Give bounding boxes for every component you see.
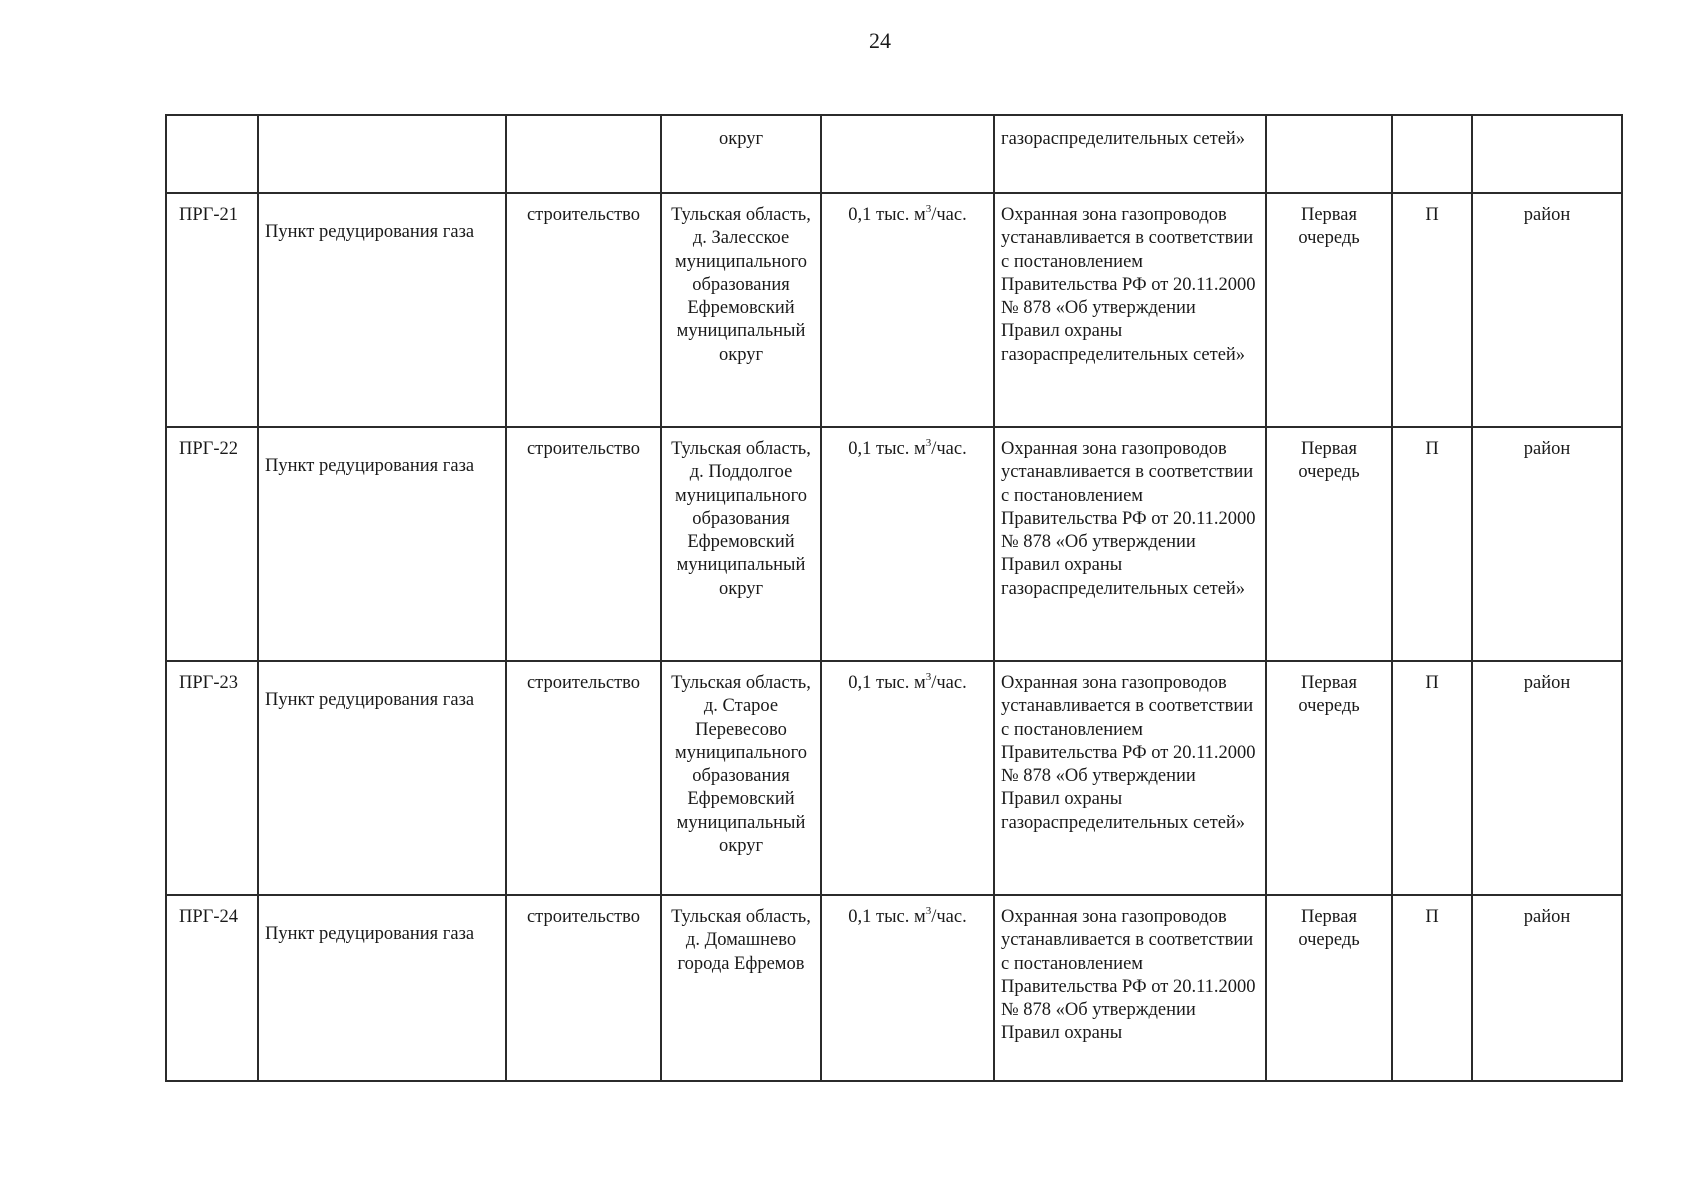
cell-stage	[1266, 115, 1392, 193]
cell-zone: Охранная зона газопроводов устанавливается в соответствии с постановлением Правительства РФ от 20.11.2000 № 878 «Об утверждении Правил охраны	[994, 895, 1266, 1081]
cell-zone: Охранная зона газопроводов устанавливается в соответствии с постановлением Правительства РФ от 20.11.2000 № 878 «Об утверждении Правил охраны газораспределительных сетей»	[994, 661, 1266, 895]
cell-code: ПРГ-22	[166, 427, 258, 661]
capacity-exponent: 3	[925, 671, 932, 683]
cell-name	[258, 661, 506, 895]
cell-name	[258, 895, 506, 1081]
cell-status: П	[1392, 193, 1472, 427]
name-text: Пункт редуцирования газа	[265, 456, 475, 476]
cell-name	[258, 427, 506, 661]
cell-status	[1392, 115, 1472, 193]
cell-location: Тульская область, д. Старое Перевесово муниципального образования Ефремовский муниципальный округ	[661, 661, 821, 895]
cell-code: ПРГ-23	[166, 661, 258, 895]
cell-code	[166, 115, 258, 193]
cell-stage: Первая очередь	[1266, 193, 1392, 427]
table-row	[166, 661, 1622, 895]
cell-type: строительство	[506, 895, 661, 1081]
capacity-unit: /час.	[931, 673, 967, 693]
cell-status: П	[1392, 427, 1472, 661]
table-row-continuation	[166, 115, 1622, 193]
cell-zone: Охранная зона газопроводов устанавливается в соответствии с постановлением Правительства РФ от 20.11.2000 № 878 «Об утверждении Правил охраны газораспределительных сетей»	[994, 427, 1266, 661]
cell-name	[258, 115, 506, 193]
cell-location: округ	[661, 115, 821, 193]
table-row	[166, 895, 1622, 1081]
cell-capacity	[821, 193, 994, 427]
capacity-unit: /час.	[931, 205, 967, 225]
cell-stage: Первая очередь	[1266, 427, 1392, 661]
page-number: 24	[869, 28, 891, 53]
table-row	[166, 427, 1622, 661]
cell-type: строительство	[506, 661, 661, 895]
cell-significance: район	[1472, 193, 1622, 427]
cell-capacity	[821, 115, 994, 193]
cell-code: ПРГ-24	[166, 895, 258, 1081]
capacity-value: 0,1 тыс. м	[848, 439, 926, 459]
table-row	[166, 193, 1622, 427]
cell-zone: Охранная зона газопроводов устанавливается в соответствии с постановлением Правительства РФ от 20.11.2000 № 878 «Об утверждении Правил охраны газораспределительных сетей»	[994, 193, 1266, 427]
capacity-exponent: 3	[925, 905, 932, 917]
cell-capacity	[821, 661, 994, 895]
cell-location: Тульская область, д. Поддолгое муниципального образования Ефремовский муниципальный округ	[661, 427, 821, 661]
cell-location: Тульская область, д. Домашнево города Ефремов	[661, 895, 821, 1081]
capacity-unit: /час.	[931, 439, 967, 459]
name-text: Пункт редуцирования газа	[265, 690, 475, 710]
name-text: Пункт редуцирования газа	[265, 924, 475, 944]
cell-capacity	[821, 427, 994, 661]
cell-status: П	[1392, 895, 1472, 1081]
cell-name	[258, 193, 506, 427]
cell-status: П	[1392, 661, 1472, 895]
cell-significance: район	[1472, 427, 1622, 661]
cell-type	[506, 115, 661, 193]
cell-significance: район	[1472, 895, 1622, 1081]
name-text: Пункт редуцирования газа	[265, 222, 475, 242]
cell-code: ПРГ-21	[166, 193, 258, 427]
capacity-value: 0,1 тыс. м	[848, 907, 926, 927]
cell-stage: Первая очередь	[1266, 661, 1392, 895]
cell-type: строительство	[506, 193, 661, 427]
cell-capacity	[821, 895, 994, 1081]
capacity-exponent: 3	[925, 437, 932, 449]
capacity-exponent: 3	[925, 203, 932, 215]
cell-type: строительство	[506, 427, 661, 661]
facilities-table	[165, 114, 1623, 1082]
cell-zone: газораспределительных сетей»	[994, 115, 1266, 193]
capacity-value: 0,1 тыс. м	[848, 205, 926, 225]
capacity-unit: /час.	[931, 907, 967, 927]
capacity-value: 0,1 тыс. м	[848, 673, 926, 693]
cell-significance	[1472, 115, 1622, 193]
cell-location: Тульская область, д. Залесское муниципального образования Ефремовский муниципальный округ	[661, 193, 821, 427]
cell-significance: район	[1472, 661, 1622, 895]
cell-stage: Первая очередь	[1266, 895, 1392, 1081]
